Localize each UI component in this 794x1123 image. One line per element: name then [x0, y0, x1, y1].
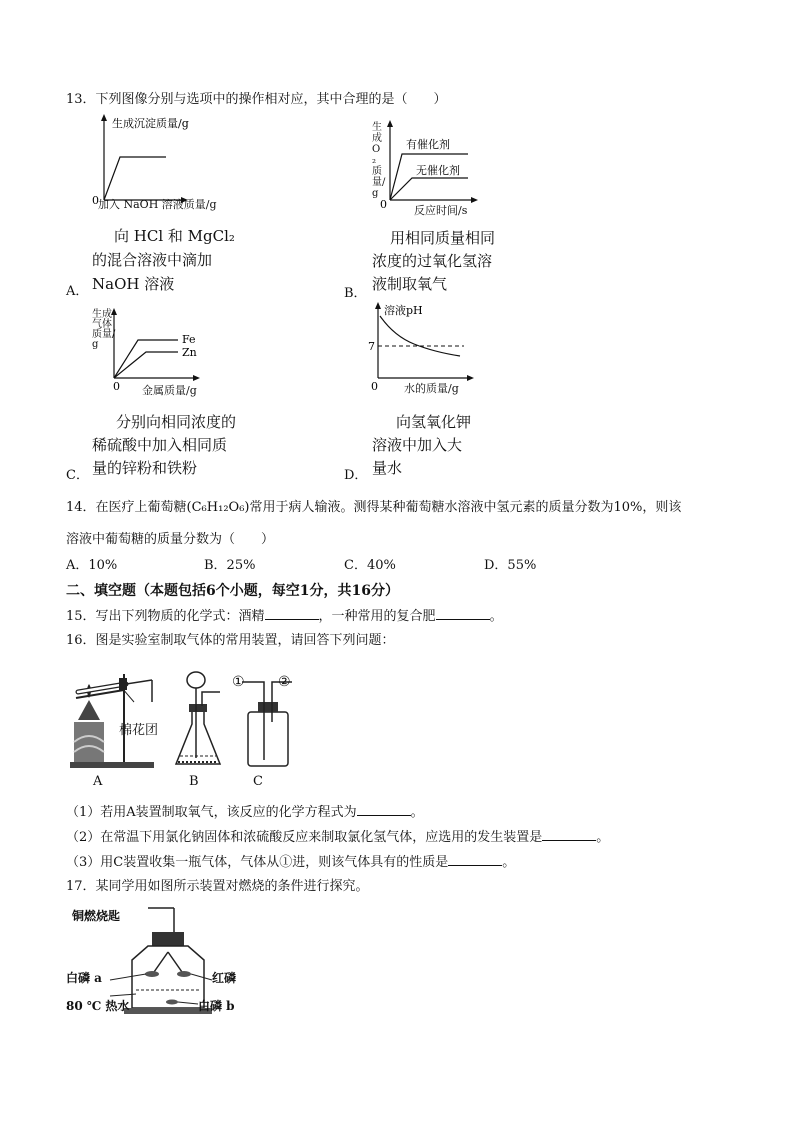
caption-a-3: NaOH 溶液	[92, 275, 175, 293]
caption-a-1: 向 HCl 和 MgCl₂	[114, 227, 235, 245]
cotton-label: 棉花团	[119, 723, 159, 738]
option-b-letter: B．	[344, 286, 367, 301]
graph-c-ylabel: 生成气体质量/g	[92, 309, 116, 350]
graph-d-tick7: 7	[368, 340, 375, 353]
caption-d-1: 向氢氧化钾	[396, 413, 472, 431]
q16-blank-1[interactable]	[357, 804, 411, 816]
apparatus-c	[242, 682, 292, 766]
apparatus-a	[70, 674, 154, 768]
q16-blank-3[interactable]	[448, 854, 502, 866]
graph-b-origin: 0	[380, 198, 387, 211]
q16-sub-1-end: 。	[410, 805, 424, 820]
hot-water-label: 80 ℃ 热水	[66, 999, 130, 1013]
q14-option-a: A．10%	[66, 558, 118, 573]
caption-b-3: 液制取氧气	[372, 275, 448, 293]
q14-option-b: B．25%	[204, 558, 256, 573]
port-1-label: ①	[232, 674, 245, 690]
apparatus-c-label: C	[253, 774, 263, 789]
q15-blank-1[interactable]	[265, 608, 319, 620]
graph-b-line1: 有催化剂	[406, 138, 450, 151]
option-a-letter: A．	[66, 284, 89, 299]
spoon-label: 铜燃烧匙	[72, 909, 121, 923]
caption-c-1: 分别向相同浓度的	[116, 413, 237, 431]
q15-part1: 15．写出下列物质的化学式：酒精	[66, 609, 265, 624]
q16-sub-2-text: （2）在常温下用氯化钠固体和浓硫酸反应来制取氯化氢气体，应选用的发生装置是	[66, 830, 543, 845]
q16-sub-3-text: （3）用C装置收集一瓶气体，气体从①进，则该气体具有的性质是	[66, 855, 449, 870]
q13-stem: 13．下列图像分别与选项中的操作相对应，其中合理的是（ ）	[66, 92, 447, 107]
q16-sub-1	[66, 804, 424, 821]
white-phosphorus-a-label: 白磷 a	[66, 971, 102, 985]
q15-part3: 。	[489, 609, 503, 624]
white-phosphorus-b-label: 白磷 b	[198, 999, 235, 1013]
graph-c-origin: 0	[113, 380, 120, 393]
caption-d-3: 量水	[372, 459, 403, 477]
caption-b-1: 用相同质量相同	[390, 229, 496, 247]
q17-stem: 17．某同学用如图所示装置对燃烧的条件进行探究。	[66, 879, 369, 894]
graph-c-line2: Zn	[182, 346, 197, 359]
q15-line	[66, 608, 503, 625]
option-c-letter: C．	[66, 468, 89, 483]
q16-stem: 16．图是实验室制取气体的常用装置，请回答下列问题：	[66, 633, 395, 648]
red-phosphorus-label: 红磷	[212, 971, 237, 985]
q16-sub-2-end: 。	[596, 830, 610, 845]
q16-blank-2[interactable]	[542, 829, 596, 841]
caption-c-2: 稀硫酸中加入相同质	[92, 436, 228, 454]
apparatus-b-label: B	[189, 774, 199, 789]
option-d-letter: D．	[344, 468, 368, 483]
caption-d-2: 溶液中加入大	[372, 436, 463, 454]
q15-part2: ，一种常用的复合肥	[318, 609, 436, 624]
q15-blank-2[interactable]	[436, 608, 490, 620]
port-2-label: ②	[278, 674, 291, 690]
section-2-heading: 二、填空题（本题包括6个小题，每空1分，共16分）	[66, 583, 399, 599]
graph-b-xlabel: 反应时间/s	[414, 204, 468, 217]
graph-c-xlabel: 金属质量/g	[142, 384, 197, 397]
q16-sub-1-text: （1）若用A装置制取氧气，该反应的化学方程式为	[66, 805, 357, 820]
q14-stem-line2: 溶液中葡萄糖的质量分数为（ ）	[66, 532, 275, 547]
graph-d-ylabel: 溶液pH	[384, 304, 423, 317]
q16-apparatus-figure	[64, 662, 314, 792]
q16-sub-3	[66, 854, 515, 871]
graph-d-origin: 0	[371, 380, 378, 393]
apparatus-a-label: A	[93, 774, 103, 789]
caption-b-2: 浓度的过氧化氢溶	[372, 252, 493, 270]
graph-c-line1: Fe	[182, 333, 196, 346]
q14-option-c: C．40%	[344, 558, 396, 573]
graph-a-origin: 0	[92, 194, 99, 207]
graph-a-xlabel: 加入 NaOH 溶液质量/g	[98, 198, 217, 211]
caption-c-3: 量的锌粉和铁粉	[92, 459, 198, 477]
graph-a-ylabel: 生成沉淀质量/g	[112, 117, 189, 130]
graph-b-ylabel: 生成O₂质量/g	[372, 122, 386, 199]
q14-stem-line1: 14．在医疗上葡萄糖(C₆H₁₂O₆)常用于病人输液。测得某种葡萄糖水溶液中氢元素的质量分数为10%，则该	[66, 500, 682, 515]
apparatus-b	[176, 672, 220, 764]
q14-option-d: D．55%	[484, 558, 537, 573]
caption-a-2: 的混合溶液中滴加	[92, 251, 213, 269]
graph-d-xlabel: 水的质量/g	[404, 382, 459, 395]
q16-sub-2	[66, 829, 609, 846]
q16-sub-3-end: 。	[502, 855, 516, 870]
graph-b-line2: 无催化剂	[416, 164, 460, 177]
